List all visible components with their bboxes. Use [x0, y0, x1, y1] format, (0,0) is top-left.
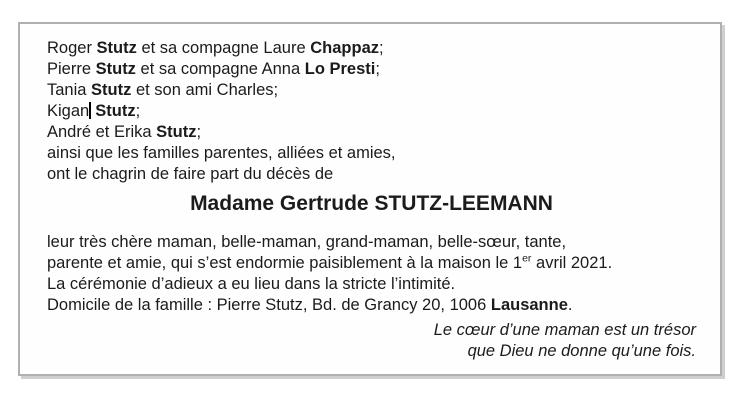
text-run: ; [135, 102, 141, 120]
text-run: ; [196, 123, 202, 141]
name-stutz: Stutz [95, 60, 136, 78]
name-chappaz: Chappaz [310, 39, 379, 57]
ordinal-superscript: er [522, 252, 532, 265]
text-run: ; [379, 39, 384, 57]
name-stutz: Stutz [156, 123, 197, 141]
city-lausanne: Lausanne [490, 296, 568, 314]
text-run: La cérémonie d’adieux a eu lieu dans la stricte l’intimité. [47, 275, 456, 293]
verse-line-2 [47, 341, 696, 362]
verse-line-1 [47, 320, 696, 341]
text-run: Le cœur d’une maman est un trésor [433, 321, 696, 339]
text-run: et sa compagne Anna [135, 60, 305, 78]
name-lo-presti: Lo Presti [304, 60, 376, 78]
text-run: . [567, 296, 573, 314]
details-line-date [47, 253, 696, 274]
intro-paragraph [47, 38, 696, 185]
text-run: André et Erika [47, 123, 157, 141]
intro-line-kigan [47, 101, 696, 122]
name-stutz: Stutz [96, 39, 137, 57]
details-line-maman [47, 232, 696, 253]
text-run: Pierre [47, 60, 96, 78]
details-paragraph [47, 232, 696, 316]
text-run: et sa compagne Laure [136, 39, 311, 57]
text-run: Roger [47, 39, 97, 57]
text-run: et son ami Charles; [131, 81, 279, 99]
details-line-ceremonie [47, 274, 696, 295]
closing-verse [47, 320, 696, 362]
notice-sheet[interactable] [18, 22, 722, 376]
intro-line-andre [47, 122, 696, 143]
text-run: parente et amie, qui s’est endormie paisiblement à la maison le 1 [47, 254, 523, 272]
intro-line-chagrin [47, 164, 696, 185]
intro-line-pierre [47, 59, 696, 80]
text-run: Tania [47, 81, 92, 99]
text-run: avril 2021. [531, 254, 613, 272]
text-run: ; [375, 60, 380, 78]
text-run: ont le chagrin de faire part du décès de [47, 165, 334, 183]
text-run: Kigan [47, 102, 90, 120]
text-run: ainsi que les familles parentes, alliées et amies, [47, 144, 396, 162]
intro-line-tania [47, 80, 696, 101]
intro-line-roger [47, 38, 696, 59]
text-run: Domicile de la famille : Pierre Stutz, Bd. de Grancy 20, 1006 [47, 296, 491, 314]
intro-line-familles [47, 143, 696, 164]
text-run: que Dieu ne donne qu’une fois. [467, 342, 696, 360]
name-stutz: Stutz [91, 81, 132, 99]
details-line-domicile [47, 295, 696, 316]
deceased-name-title: Madame Gertrude STUTZ-LEEMANN [190, 192, 553, 215]
name-stutz: Stutz [95, 102, 136, 120]
text-run: leur très chère maman, belle-maman, grand-maman, belle-sœur, tante, [47, 233, 567, 251]
